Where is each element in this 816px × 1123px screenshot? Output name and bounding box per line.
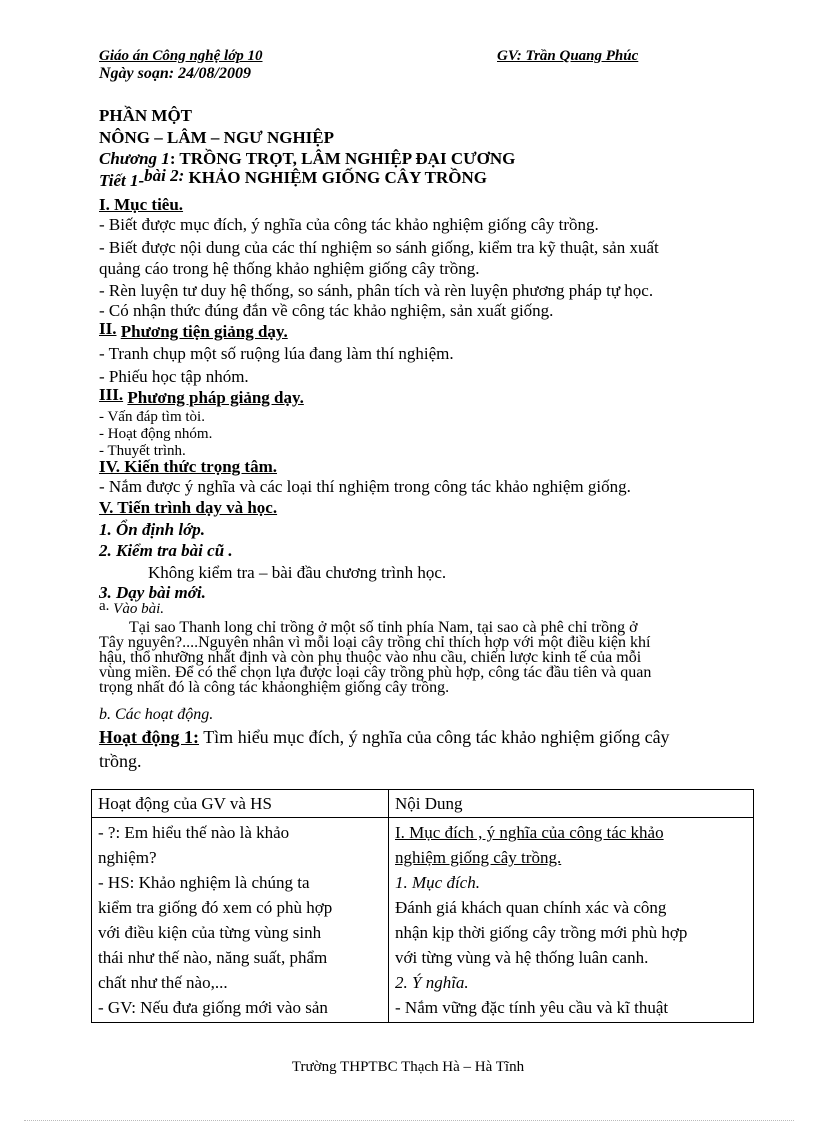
section-1-item: - Rèn luyện tư duy hệ thống, so sánh, phân tích và rèn luyện phương pháp tự học. xyxy=(99,281,654,300)
step-2: 2. Kiểm tra bài cũ . xyxy=(99,541,233,560)
section-2-item: - Phiếu học tập nhóm. xyxy=(99,367,249,386)
section-2-heading xyxy=(99,319,288,342)
section-4-heading: IV. Kiến thức trọng tâm. xyxy=(99,457,277,476)
table-cell-activities xyxy=(92,818,389,1023)
cell-line: - HS: Khảo nghiệm là chúng ta xyxy=(98,873,310,892)
step-b: b. Các hoạt động. xyxy=(99,706,214,723)
cell-line: chất như thế nào,... xyxy=(98,973,228,992)
activity-table xyxy=(91,789,754,1023)
step-a-label: a. xyxy=(99,598,110,614)
activity-1 xyxy=(99,725,670,749)
cell-line: thái như thế nào, năng suất, phẩm xyxy=(98,948,328,967)
intro-paragraph xyxy=(99,620,749,695)
content-heading: nghiệm giống cây trồng. xyxy=(395,848,562,867)
cell-line: với điều kiện của từng vùng sinh xyxy=(98,923,322,942)
section-3-item: - Vấn đáp tìm tòi. xyxy=(99,409,205,425)
chapter-label: Chương 1 xyxy=(99,149,170,168)
step-a-text: Vào bài. xyxy=(113,601,165,617)
table-header-row xyxy=(92,790,754,818)
section-3-title: Phương pháp giảng dạy. xyxy=(127,388,304,407)
section-3-num: III. xyxy=(99,385,124,404)
step-3: 3. Dạy bài mới. xyxy=(99,583,206,602)
step-1: 1. Ổn định lớp. xyxy=(99,520,205,539)
lesson-label: Tiết 1- xyxy=(99,171,145,190)
section-1-item: quảng cáo trong hệ thống khảo nghiệm giống cây trồng. xyxy=(99,259,480,278)
page-bottom-divider xyxy=(24,1120,794,1121)
table-header-right: Nội Dung xyxy=(389,790,754,818)
chapter-text: : TRỒNG TRỌT, LÂM NGHIỆP ĐẠI CƯƠNG xyxy=(169,149,516,168)
lesson-bai: bài 2: xyxy=(144,166,185,185)
lesson-text: KHẢO NGHIỆM GIỐNG CÂY TRỒNG xyxy=(184,168,488,187)
cell-line: - Nắm vững đặc tính yêu cầu và kĩ thuật xyxy=(395,998,669,1017)
table-row xyxy=(92,818,754,1023)
section-1-item: - Biết được mục đích, ý nghĩa của công tác khảo nghiệm giống cây trồng. xyxy=(99,215,599,234)
cell-line: - ?: Em hiểu thế nào là khảo xyxy=(98,823,290,842)
content-heading: I. Mục đích , ý nghĩa của công tác khảo xyxy=(395,823,664,842)
cell-line: nghiệm? xyxy=(98,848,157,867)
step-2-text: Không kiểm tra – bài đầu chương trình học. xyxy=(148,563,447,582)
cell-line: kiểm tra giống đó xem có phù hợp xyxy=(98,898,333,917)
section-2-item: - Tranh chụp một số ruộng lúa đang làm thí nghiệm. xyxy=(99,344,454,363)
intro-line: vùng miền. Để có thể chọn lựa được loại cây trồng phù hợp, công tác đầu tiên và quan xyxy=(99,664,652,681)
table-header-left: Hoạt động của GV và HS xyxy=(92,790,389,818)
section-1-item: - Có nhận thức đúng đắn về công tác khảo nghiệm, sản xuất giống. xyxy=(99,301,554,320)
section-3-item: - Hoạt động nhóm. xyxy=(99,426,213,442)
content-subheading: 2. Ý nghĩa. xyxy=(395,973,469,992)
table-cell-content xyxy=(389,818,754,1023)
section-5-heading: V. Tiến trình dạy và học. xyxy=(99,498,278,517)
activity-1-label: Hoạt động 1: xyxy=(99,727,200,747)
intro-line: Tại sao Thanh long chỉ trồng ở một số tỉnh phía Nam, tại sao cà phê chỉ trồng ở xyxy=(129,619,638,636)
header-right: GV: Trần Quang Phúc xyxy=(497,48,639,64)
intro-line: hậu, thổ nhưỡng nhất định và còn phụ thuộc vào nhu cầu, chiến lược kinh tế của mỗi xyxy=(99,649,642,666)
cell-line: Đánh giá khách quan chính xác và công xyxy=(395,898,667,917)
activity-1-text-cont: trồng. xyxy=(99,751,142,771)
intro-line: trọng nhất đó là công tác khảonghiệm giống cây trồng. xyxy=(99,679,450,696)
section-3-heading xyxy=(99,385,304,408)
section-2-title: Phương tiện giảng dạy. xyxy=(120,322,288,341)
header-left: Giáo án Công nghệ lớp 10 xyxy=(99,48,263,64)
prep-date: Ngày soạn: 24/08/2009 xyxy=(99,65,251,82)
section-1-heading: I. Mục tiêu. xyxy=(99,195,184,214)
cell-line: nhận kịp thời giống cây trồng mới phù hợp xyxy=(395,923,688,942)
step-a xyxy=(99,598,165,618)
cell-line: với từng vùng và hệ thống luân canh. xyxy=(395,948,649,967)
page-footer: Trường THPTBC Thạch Hà – Hà Tĩnh xyxy=(291,1059,525,1075)
activity-1-text: Tìm hiểu mục đích, ý nghĩa của công tác khảo nghiệm giống cây xyxy=(199,727,670,747)
content-subheading: 1. Mục đích. xyxy=(395,873,480,892)
subject-title: NÔNG – LÂM – NGƯ NGHIỆP xyxy=(99,128,335,147)
lesson-title xyxy=(99,166,488,191)
section-3-item: - Thuyết trình. xyxy=(99,443,186,459)
part-title: PHẦN MỘT xyxy=(99,106,193,125)
cell-line: - GV: Nếu đưa giống mới vào sản xyxy=(98,998,328,1017)
intro-line: Tây nguyên?....Nguyên nhân vì mỗi loại cây trồng chỉ thích hợp với một điều kiện khí xyxy=(99,634,651,651)
section-4-item: - Nắm được ý nghĩa và các loại thí nghiệm trong công tác khảo nghiệm giống. xyxy=(99,477,631,496)
section-2-num: II. xyxy=(99,319,117,338)
section-1-item: - Biết được nội dung của các thí nghiệm so sánh giống, kiểm tra kỹ thuật, sản xuất xyxy=(99,238,659,257)
